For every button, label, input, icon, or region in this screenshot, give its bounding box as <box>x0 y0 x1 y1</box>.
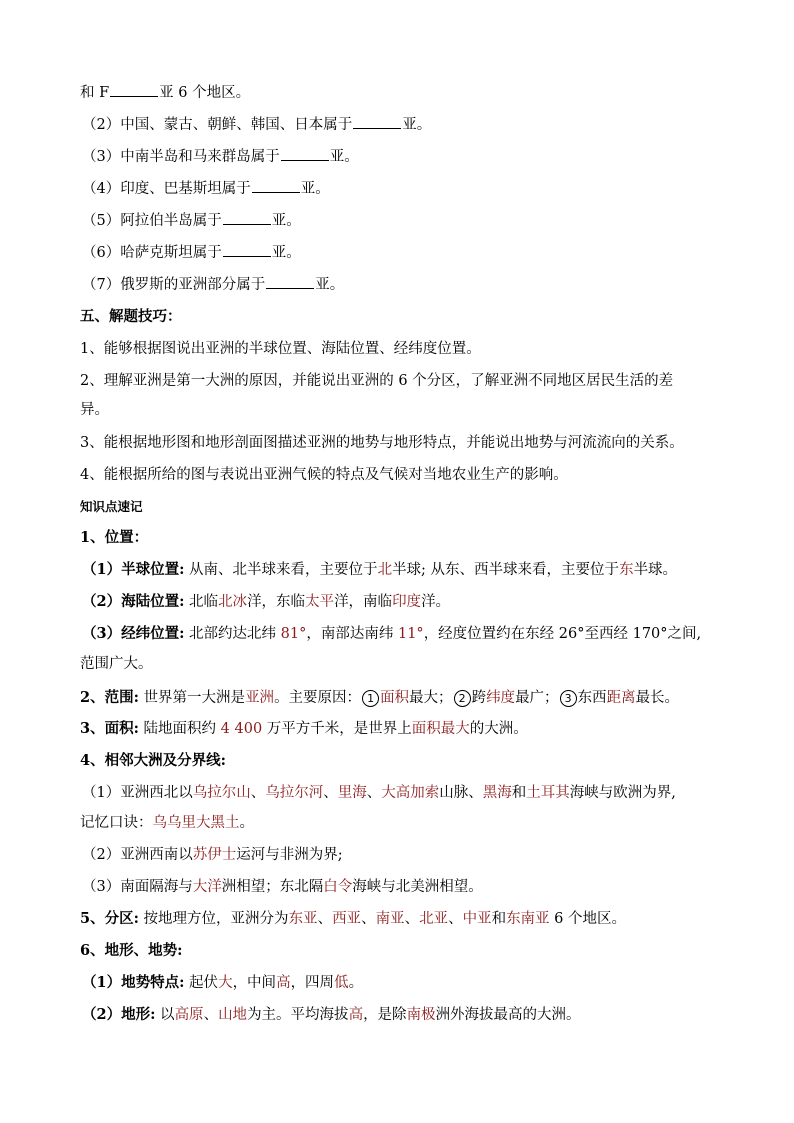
question-central-asia: （6）哈萨克斯坦属于 亚。 <box>82 242 301 263</box>
answer-blank[interactable] <box>223 210 271 225</box>
sea-land-position: （2）海陆位置: 北临北冰洋，东临太平洋，南临印度洋。 <box>82 593 451 610</box>
question-south-asia: （4）印度、巴基斯坦属于 亚。 <box>82 178 330 199</box>
question-line-6-regions: 和 F 亚 6 个地区。 <box>80 82 250 103</box>
skill-item-2-cont: 异。 <box>80 402 109 418</box>
skills-heading: 五、解题技巧： <box>80 308 182 325</box>
answer-blank[interactable] <box>223 242 271 257</box>
circled-number: 3 <box>560 690 577 707</box>
border-south-northeast: （3）南面隔海与大洋洲相望；东北隔白令海峡与北美洲相望。 <box>82 879 483 895</box>
circled-number: 2 <box>454 690 471 707</box>
hemisphere-position: （1）半球位置: 从南、北半球来看，主要位于北半球; 从东、西半球来看，主要位于东半球。 <box>82 561 678 578</box>
question-north-asia: （7）俄罗斯的亚洲部分属于 亚。 <box>82 274 344 295</box>
skill-item-4: 4、能根据所给的图与表说出亚洲气候的特点及气候对当地农业生产的影响。 <box>80 467 568 483</box>
skill-item-2: 2、理解亚洲是第一大洲的原因，并能说出亚洲的 6 个分区，了解亚洲不同地区居民生活的差 <box>80 373 674 389</box>
notes-heading: 知识点速记 <box>80 499 143 514</box>
position-heading: 1、位置： <box>80 529 149 546</box>
skill-item-3: 3、能根据地形图和地形剖面图描述亚洲的地势与地形特点，并能说出地势与河流流向的关系。 <box>80 435 684 451</box>
answer-blank[interactable] <box>353 114 401 129</box>
borders-heading: 4、相邻大洲及分界线: <box>80 752 226 769</box>
border-mnemonic: 记忆口诀：乌乌里大黑土。 <box>80 815 254 831</box>
skill-item-1: 1、能够根据图说出亚洲的半球位置、海陆位置、经纬度位置。 <box>80 341 481 357</box>
lat-lon-position: （3）经纬位置: 北部约达北纬 81°，南部达南纬 11°，经度位置约在东经 26°至西经 170°之间, <box>82 625 702 642</box>
question-east-asia: （2）中国、蒙古、朝鲜、韩国、日本属于 亚。 <box>82 114 431 135</box>
terrain-heading: 6、地形、地势: <box>80 942 183 959</box>
terrain-features: （1）地势特点: 起伏大，中间高，四周低。 <box>82 974 364 991</box>
question-southeast-asia: （3）中南半岛和马来群岛属于 亚。 <box>82 146 359 167</box>
border-northwest: （1）亚洲西北以乌拉尔山、乌拉尔河、里海、大高加索山脉、黑海和土耳其海峡与欧洲为界, <box>82 785 676 801</box>
answer-blank[interactable] <box>281 146 329 161</box>
range-line: 2、范围: 世界第一大洲是亚洲。主要原因： 1 面积最大； 2 跨纬度最广； 3 东西距离最长。 <box>80 689 680 706</box>
border-southwest: （2）亚洲西南以苏伊士运河与非洲为界; <box>82 847 343 863</box>
answer-blank[interactable] <box>266 274 314 289</box>
answer-blank[interactable] <box>110 82 158 97</box>
landforms: （2）地形: 以高原、山地为主。平均海拔高，是除南极洲外海拔最高的大洲。 <box>82 1006 581 1023</box>
question-west-asia: （5）阿拉伯半岛属于 亚。 <box>82 210 301 231</box>
answer-blank[interactable] <box>252 178 300 193</box>
lat-lon-position-cont: 范围广大。 <box>80 656 153 672</box>
circled-number: 1 <box>362 690 379 707</box>
divisions-line: 5、分区: 按地理方位，亚洲分为东亚、西亚、南亚、北亚、中亚和东南亚 6 个地区。 <box>80 910 627 927</box>
area-line: 3、面积: 陆地面积约 4 400 万平方千米，是世界上面积最大的大洲。 <box>80 720 528 737</box>
